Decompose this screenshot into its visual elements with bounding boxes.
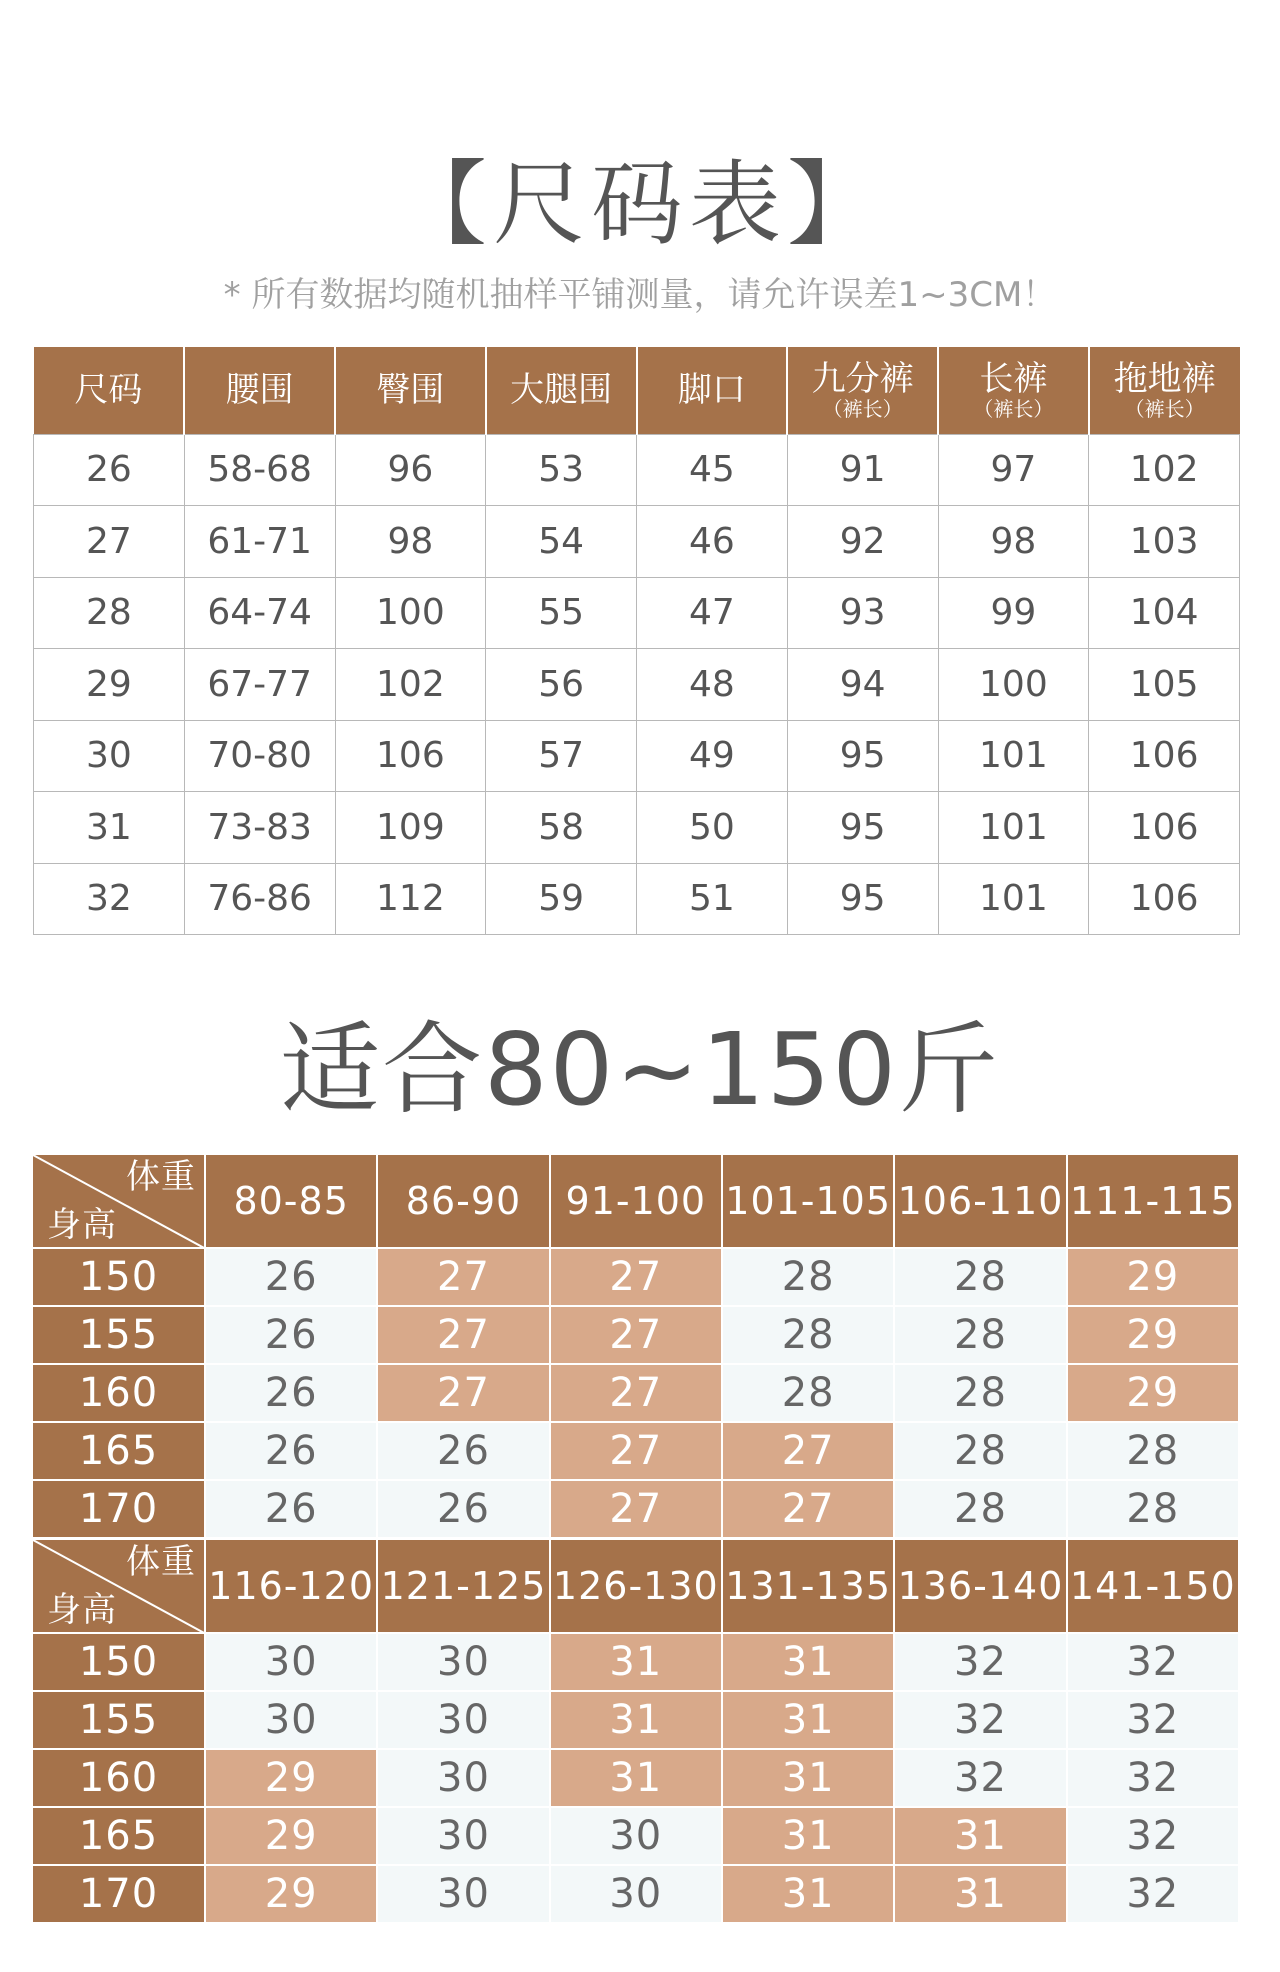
recommended-size-cell: 26 — [378, 1423, 550, 1481]
header-thigh — [486, 346, 637, 434]
table-cell: 104 — [1089, 577, 1240, 649]
table-cell: 95 — [787, 720, 938, 792]
table-cell: 109 — [335, 792, 486, 864]
recommended-size-cell: 27 — [551, 1423, 723, 1481]
table-cell: 95 — [787, 792, 938, 864]
height-row-header: 170 — [33, 1481, 206, 1539]
recommended-size-cell: 27 — [551, 1307, 723, 1365]
recommended-size-cell: 31 — [551, 1634, 723, 1692]
table-cell: 50 — [637, 792, 788, 864]
grid-corner-header — [33, 1155, 206, 1249]
corner-weight-label: 体重 — [126, 1157, 196, 1197]
table-cell: 100 — [938, 649, 1089, 721]
recommended-size-cell: 27 — [551, 1481, 723, 1539]
table-cell: 102 — [1089, 434, 1240, 506]
recommended-size-cell: 30 — [551, 1866, 723, 1924]
table-cell: 28 — [34, 577, 185, 649]
table-cell: 76-86 — [184, 863, 335, 935]
header-long-pants — [938, 346, 1089, 434]
weight-range-header: 91-100 — [551, 1155, 723, 1249]
table-cell: 64-74 — [184, 577, 335, 649]
table-cell: 91 — [787, 434, 938, 506]
table-cell: 67-77 — [184, 649, 335, 721]
recommended-size-cell: 32 — [1068, 1808, 1240, 1866]
height-row-header: 155 — [33, 1307, 206, 1365]
recommended-size-cell: 32 — [1068, 1750, 1240, 1808]
table-cell: 100 — [335, 577, 486, 649]
table-row — [34, 577, 1240, 649]
table-cell: 26 — [34, 434, 185, 506]
table-cell: 45 — [637, 434, 788, 506]
recommended-size-cell: 30 — [206, 1692, 378, 1750]
header-waist — [184, 346, 335, 434]
table-cell: 53 — [486, 434, 637, 506]
recommended-size-cell: 26 — [378, 1481, 550, 1539]
table-cell: 47 — [637, 577, 788, 649]
recommended-size-cell: 31 — [723, 1692, 895, 1750]
recommended-size-cell: 28 — [895, 1423, 1067, 1481]
header-size — [34, 346, 185, 434]
table-cell: 30 — [34, 720, 185, 792]
weight-range-header: 141-150 — [1068, 1540, 1240, 1634]
table-row — [34, 792, 1240, 864]
height-row-header: 160 — [33, 1365, 206, 1423]
recommended-size-cell: 31 — [551, 1750, 723, 1808]
page-title: 【尺码表】 — [394, 151, 885, 258]
table-row — [34, 863, 1240, 935]
weight-range-header: 131-135 — [723, 1540, 895, 1634]
weight-height-grid-1 — [33, 1155, 1240, 1539]
table-cell: 98 — [938, 506, 1089, 578]
weight-range-header: 116-120 — [206, 1540, 378, 1634]
table-row — [34, 649, 1240, 721]
header-sublabel: （裤长） — [822, 397, 903, 422]
recommended-size-cell: 27 — [378, 1365, 550, 1423]
recommended-size-cell: 30 — [378, 1692, 550, 1750]
header-cropped-pants — [787, 346, 938, 434]
recommended-size-cell: 31 — [723, 1634, 895, 1692]
table-cell: 106 — [1089, 863, 1240, 935]
recommended-size-cell: 30 — [378, 1634, 550, 1692]
recommended-size-cell: 28 — [723, 1249, 895, 1307]
measurement-note: * 所有数据均随机抽样平铺测量，请允许误差1~3CM！ — [223, 275, 1057, 315]
recommended-size-cell: 32 — [1068, 1692, 1240, 1750]
recommended-size-cell: 27 — [378, 1249, 550, 1307]
header-label: 臀围 — [376, 370, 445, 411]
table-cell: 101 — [938, 863, 1089, 935]
table-cell: 29 — [34, 649, 185, 721]
weight-range-header: 136-140 — [895, 1540, 1067, 1634]
table-cell: 73-83 — [184, 792, 335, 864]
table-cell: 70-80 — [184, 720, 335, 792]
header-label: 拖地裤 — [1113, 359, 1216, 400]
corner-weight-label: 体重 — [126, 1542, 196, 1582]
recommended-size-cell: 28 — [1068, 1481, 1240, 1539]
weight-range-header: 86-90 — [378, 1155, 550, 1249]
table-cell: 49 — [637, 720, 788, 792]
header-label: 脚口 — [677, 370, 746, 411]
table-cell: 51 — [637, 863, 788, 935]
header-label: 九分裤 — [811, 359, 914, 400]
header-label: 尺码 — [74, 370, 143, 411]
recommended-size-cell: 32 — [1068, 1866, 1240, 1924]
table-row — [34, 720, 1240, 792]
recommended-size-cell: 27 — [551, 1249, 723, 1307]
size-chart-table — [33, 345, 1240, 935]
recommended-size-cell: 26 — [206, 1481, 378, 1539]
table-cell: 112 — [335, 863, 486, 935]
table-cell: 58-68 — [184, 434, 335, 506]
table-cell: 96 — [335, 434, 486, 506]
table-cell: 31 — [34, 792, 185, 864]
recommended-size-cell: 28 — [723, 1307, 895, 1365]
table-cell: 102 — [335, 649, 486, 721]
header-hem — [637, 346, 788, 434]
header-hip — [335, 346, 486, 434]
table-cell: 99 — [938, 577, 1089, 649]
recommended-size-cell: 31 — [723, 1750, 895, 1808]
header-label: 长裤 — [979, 359, 1048, 400]
weight-range-header: 101-105 — [723, 1155, 895, 1249]
corner-height-label: 身高 — [47, 1590, 117, 1630]
recommended-size-cell: 29 — [206, 1866, 378, 1924]
recommended-size-cell: 28 — [895, 1307, 1067, 1365]
header-sublabel: （裤长） — [1124, 397, 1205, 422]
table-cell: 58 — [486, 792, 637, 864]
table-cell: 103 — [1089, 506, 1240, 578]
table-cell: 48 — [637, 649, 788, 721]
recommended-size-cell: 32 — [895, 1750, 1067, 1808]
recommended-size-cell: 31 — [895, 1866, 1067, 1924]
recommended-size-cell: 30 — [378, 1866, 550, 1924]
height-row-header: 165 — [33, 1423, 206, 1481]
size-chart-body — [34, 434, 1240, 935]
table-cell: 93 — [787, 577, 938, 649]
recommended-size-cell: 29 — [206, 1750, 378, 1808]
fit-range-title: 适合80~150斤 — [280, 1011, 1000, 1128]
recommended-size-cell: 30 — [378, 1750, 550, 1808]
weight-range-header: 121-125 — [378, 1540, 550, 1634]
recommended-size-cell: 28 — [895, 1249, 1067, 1307]
recommended-size-cell: 28 — [895, 1481, 1067, 1539]
recommended-size-cell: 32 — [895, 1692, 1067, 1750]
weight-range-header: 126-130 — [551, 1540, 723, 1634]
recommended-size-cell: 30 — [206, 1634, 378, 1692]
recommended-size-cell: 28 — [1068, 1423, 1240, 1481]
table-cell: 46 — [637, 506, 788, 578]
table-cell: 94 — [787, 649, 938, 721]
header-label: 大腿围 — [510, 370, 613, 411]
weight-range-header: 80-85 — [206, 1155, 378, 1249]
grid-corner-header — [33, 1540, 206, 1634]
table-cell: 106 — [1089, 792, 1240, 864]
table-cell: 57 — [486, 720, 637, 792]
table-cell: 101 — [938, 720, 1089, 792]
recommended-size-cell: 27 — [551, 1365, 723, 1423]
table-cell: 55 — [486, 577, 637, 649]
table-cell: 98 — [335, 506, 486, 578]
table-cell: 54 — [486, 506, 637, 578]
recommended-size-cell: 29 — [1068, 1365, 1240, 1423]
recommended-size-cell: 28 — [895, 1365, 1067, 1423]
height-row-header: 150 — [33, 1634, 206, 1692]
recommended-size-cell: 29 — [1068, 1307, 1240, 1365]
table-cell: 56 — [486, 649, 637, 721]
recommended-size-cell: 29 — [1068, 1249, 1240, 1307]
table-cell: 27 — [34, 506, 185, 578]
recommended-size-cell: 27 — [723, 1481, 895, 1539]
table-cell: 106 — [335, 720, 486, 792]
recommended-size-cell: 27 — [378, 1307, 550, 1365]
table-cell: 106 — [1089, 720, 1240, 792]
table-cell: 95 — [787, 863, 938, 935]
height-row-header: 170 — [33, 1866, 206, 1924]
table-cell: 92 — [787, 506, 938, 578]
height-row-header: 150 — [33, 1249, 206, 1307]
recommended-size-cell: 32 — [895, 1634, 1067, 1692]
recommended-size-cell: 28 — [723, 1365, 895, 1423]
weight-range-header: 111-115 — [1068, 1155, 1240, 1249]
table-cell: 32 — [34, 863, 185, 935]
header-floor-pants — [1089, 346, 1240, 434]
recommended-size-cell: 26 — [206, 1249, 378, 1307]
table-cell: 101 — [938, 792, 1089, 864]
table-cell: 97 — [938, 434, 1089, 506]
corner-height-label: 身高 — [47, 1205, 117, 1245]
recommended-size-cell: 30 — [378, 1808, 550, 1866]
height-row-header: 155 — [33, 1692, 206, 1750]
table-cell: 105 — [1089, 649, 1240, 721]
recommended-size-cell: 29 — [206, 1808, 378, 1866]
recommended-size-cell: 26 — [206, 1307, 378, 1365]
table-cell: 61-71 — [184, 506, 335, 578]
weight-height-grid-2 — [33, 1540, 1240, 1924]
recommended-size-cell: 31 — [895, 1808, 1067, 1866]
height-row-header: 165 — [33, 1808, 206, 1866]
recommended-size-cell: 26 — [206, 1365, 378, 1423]
header-label: 腰围 — [225, 370, 294, 411]
recommended-size-cell: 30 — [551, 1808, 723, 1866]
recommended-size-cell: 27 — [723, 1423, 895, 1481]
recommended-size-cell: 26 — [206, 1423, 378, 1481]
height-row-header: 160 — [33, 1750, 206, 1808]
table-row — [34, 434, 1240, 506]
recommended-size-cell: 31 — [551, 1692, 723, 1750]
table-row — [34, 506, 1240, 578]
size-chart-header-row — [34, 346, 1240, 434]
recommended-size-cell: 31 — [723, 1808, 895, 1866]
recommended-size-cell: 31 — [723, 1866, 895, 1924]
weight-range-header: 106-110 — [895, 1155, 1067, 1249]
table-cell: 59 — [486, 863, 637, 935]
recommended-size-cell: 32 — [1068, 1634, 1240, 1692]
header-sublabel: （裤长） — [973, 397, 1054, 422]
